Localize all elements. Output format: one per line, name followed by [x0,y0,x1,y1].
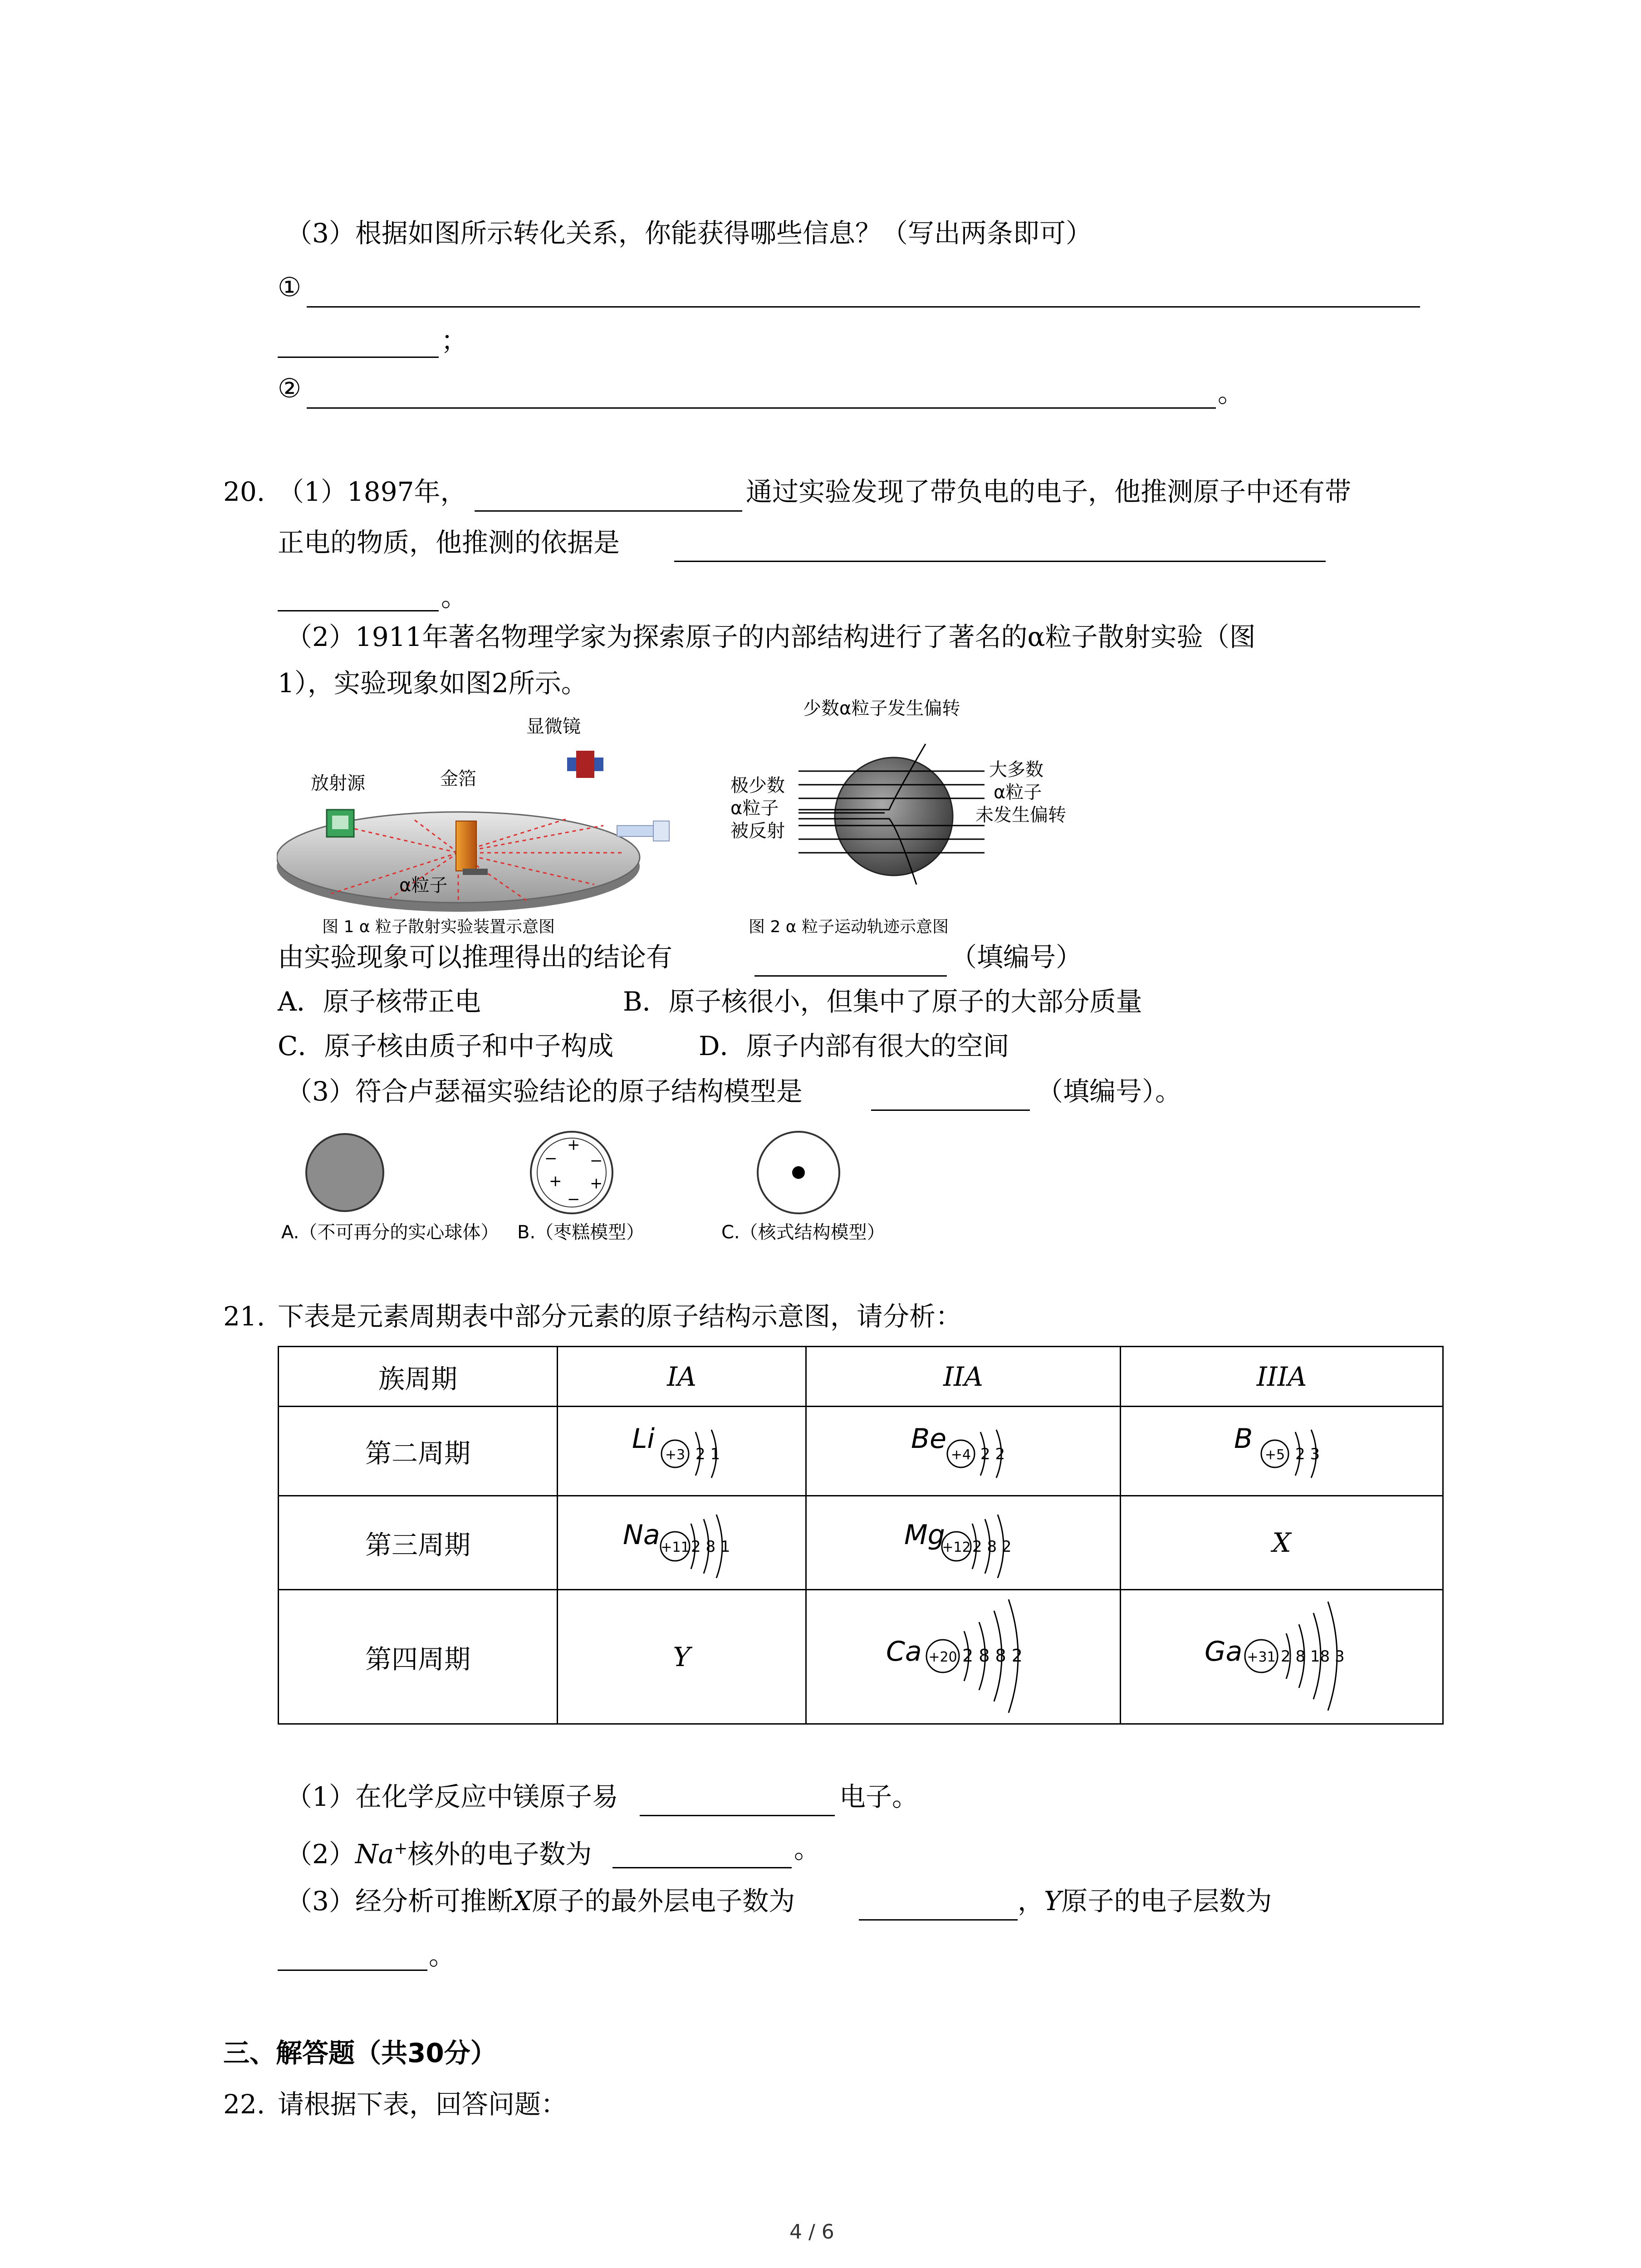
atom-b [1121,1407,1443,1496]
svg-text:−: − [567,1190,580,1208]
row-period-4: 第四周期 [279,1590,558,1724]
answer-blank[interactable] [278,357,439,358]
svg-text:+12: +12 [942,1540,971,1555]
semicolon: ； [441,325,468,356]
svg-text:+31: +31 [1247,1649,1276,1665]
q20-number: 20. [223,476,265,507]
label-rare-2: α粒子 [730,798,779,819]
label-most-2: α粒子 [994,782,1042,803]
svg-text:+5: +5 [1264,1447,1285,1463]
option-d: D．原子内部有很大的空间 [699,1031,1009,1061]
svg-text:−: − [590,1152,603,1170]
model-b-label: B.（枣糕模型） [517,1222,645,1243]
q20-part1-a: （1）1897年， [278,476,467,507]
svg-text:2 3: 2 3 [1295,1445,1320,1463]
answer-blank[interactable] [307,306,1420,308]
svg-text:Ga: Ga [1205,1635,1243,1667]
element-y: Y [558,1590,806,1724]
atom-ga [1121,1590,1443,1724]
atom-li [558,1407,806,1496]
label-microscope: 显微镜 [526,717,581,737]
answer-blank[interactable] [640,1815,835,1816]
svg-text:2 1: 2 1 [695,1445,720,1463]
svg-text:+20: +20 [928,1649,957,1665]
q21-part2: （2）Na+核外的电子数为 [286,1838,592,1870]
section-3-title: 三、解答题（共30分） [223,2038,497,2068]
header-iiia: IIIA [1121,1347,1443,1407]
option-b: B．原子核很小，但集中了原子的大部分质量 [623,986,1142,1017]
svg-text:Mg: Mg [904,1519,945,1551]
q20-part1-c: 正电的物质，他推测的依据是 [278,527,620,558]
q21-intro: 下表是元素周期表中部分元素的原子结构示意图，请分析： [278,1301,962,1332]
q22-text: 请根据下表，回答问题： [278,2089,568,2120]
q20-conclusion-text: 由实验现象可以推理得出的结论有 [278,942,673,973]
q21-part3: （3）经分析可推断X原子的最外层电子数为 [286,1886,795,1916]
figure-1-scattering-apparatus [277,717,730,939]
svg-text:2 2: 2 2 [980,1445,1005,1463]
q21-number: 21. [223,1301,265,1332]
answer-blank[interactable] [859,1919,1018,1921]
label-rare-3: 被反射 [730,821,785,841]
svg-text:2 8 8 2: 2 8 8 2 [962,1645,1023,1666]
answer-blank[interactable] [674,561,1326,562]
svg-text:−: − [544,1149,558,1168]
svg-text:Ca: Ca [886,1635,922,1667]
svg-text:2 8 18 3: 2 8 18 3 [1281,1647,1345,1666]
q21-part1-b: 电子。 [839,1781,919,1812]
answer-blank[interactable] [871,1110,1030,1111]
period: 。 [441,582,468,612]
model-solid-sphere [306,1134,383,1211]
atom-be [806,1407,1121,1496]
header-group-period: 族周期 [279,1347,558,1407]
atom-na [558,1496,806,1590]
label-most-3: 未发生偏转 [975,805,1066,826]
periodic-table-excerpt [278,1346,1444,1725]
answer-blank[interactable] [475,510,742,512]
label-rare-1: 极少数 [730,775,785,796]
page-number: 4 / 6 [789,2220,834,2244]
q20-part2-b: 1），实验现象如图2所示。 [278,668,588,699]
figure-2-caption: 图 2 α 粒子运动轨迹示意图 [749,918,949,936]
svg-text:Li: Li [632,1423,655,1455]
label-source: 放射源 [311,773,365,794]
q20-part3-hint: （填编号）。 [1037,1076,1182,1107]
svg-text:+11: +11 [660,1540,690,1555]
period: 。 [429,1940,456,1971]
answer-blank[interactable] [612,1867,792,1868]
row-period-2: 第二周期 [279,1407,558,1496]
label-gold-foil: 金箔 [440,768,476,789]
answer-blank[interactable] [307,407,1216,409]
svg-text:+: + [549,1172,562,1190]
element-x: X [1121,1496,1443,1590]
atom-mg [806,1496,1121,1590]
svg-text:+: + [590,1174,603,1193]
label-alpha-particle: α粒子 [399,875,448,896]
row-period-3: 第三周期 [279,1496,558,1590]
figure-1-caption: 图 1 α 粒子散射实验装置示意图 [322,918,555,936]
svg-text:+4: +4 [950,1447,971,1463]
answer-blank[interactable] [278,610,439,611]
option-c: C．原子核由质子和中子构成 [278,1031,614,1061]
label-few-deflected: 少数α粒子发生偏转 [803,698,960,719]
atom-ca [806,1590,1121,1724]
label-most-1: 大多数 [989,759,1043,780]
answer-blank[interactable] [754,975,947,977]
svg-text:+3: +3 [665,1447,685,1463]
header-iia: IIA [806,1347,1121,1407]
q20-part2-a: （2）1911年著名物理学家为探索原子的内部结构进行了著名的α粒子散射实验（图 [286,621,1256,652]
svg-text:B: B [1234,1423,1253,1455]
atom-models-figure [277,1129,912,1252]
q20-part3-text: （3）符合卢瑟福实验结论的原子结构模型是 [286,1076,803,1107]
svg-text:Be: Be [911,1423,947,1455]
q22-number: 22. [223,2089,265,2120]
period: 。 [1218,377,1244,408]
q21-part3-b: ，Y原子的电子层数为 [1018,1886,1272,1916]
header-ia: IA [558,1347,806,1407]
svg-text:2 8 1: 2 8 1 [691,1538,730,1556]
q20-part1-b: 通过实验发现了带负电的电子，他推测原子中还有带 [746,476,1352,507]
q19-part3-text: （3）根据如图所示转化关系，你能获得哪些信息？（写出两条即可） [286,218,1092,249]
q19-circle-2: ② [278,373,301,404]
svg-text:+: + [567,1136,580,1154]
q20-fill-hint: （填编号） [950,942,1083,973]
model-a-label: A.（不可再分的实心球体） [281,1222,499,1243]
svg-text:2 8 2: 2 8 2 [972,1538,1012,1556]
option-a: A．原子核带正电 [278,986,481,1017]
figure-2-particle-trajectories [721,694,1084,939]
svg-text:Na: Na [622,1519,660,1551]
model-c-label: C.（核式结构模型） [721,1222,885,1243]
period: 。 [794,1833,821,1864]
q19-circle-1: ① [278,272,301,303]
q21-part1-a: （1）在化学反应中镁原子易 [286,1781,618,1812]
answer-blank[interactable] [278,1970,427,1971]
